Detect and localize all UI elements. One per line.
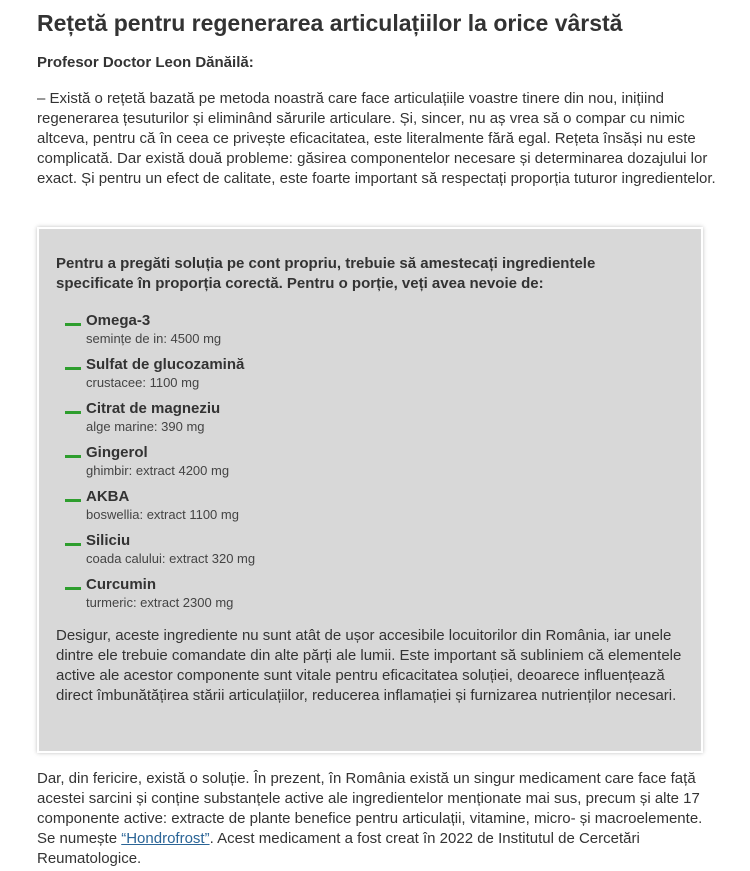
dash-icon (65, 455, 81, 458)
ingredient-name: Citrat de magneziu (86, 400, 221, 417)
ingredient-detail: ghimbir: extract 4200 mg (86, 463, 230, 478)
ingredient-name: Siliciu (86, 532, 131, 549)
ingredient-detail: alge marine: 390 mg (86, 419, 205, 434)
dash-icon (65, 499, 81, 502)
ingredient-name: AKBA (86, 488, 130, 505)
closing-text-before: Dar, din fericire, există o soluție. În prezent, în România există un singur medicament care face față acestei sarcini și conține substanțele active ale ingredientelor menționate mai sus, precum și alte 17 componente active: extracte de plante benefice pentru articulații, vitamine, micro- și macroelemente. Se numește (37, 770, 703, 847)
ingredient-name: Omega-3 (86, 312, 151, 329)
article-title: Rețetă pentru regenerarea articulațiilor la orice vârstă (37, 10, 623, 36)
ingredient-item (39, 531, 701, 575)
ingredient-detail: coada calului: extract 320 mg (86, 551, 256, 566)
ingredient-detail: boswellia: extract 1100 mg (86, 507, 239, 522)
dash-icon (65, 367, 81, 370)
dash-icon (65, 543, 81, 546)
closing-text-after: . Acest medicament a fost creat în 2022 de Institutul de Cercetări Reumatologice. (37, 830, 640, 867)
ingredient-name: Curcumin (86, 576, 157, 593)
closing-paragraph (37, 769, 717, 869)
ingredient-item (39, 311, 701, 355)
dash-icon (65, 411, 81, 414)
recipe-box (37, 227, 703, 753)
ingredient-item (39, 355, 701, 399)
recipe-outro: Desigur, aceste ingrediente nu sunt atât de ușor accesibile locuitorilor din România, iar unele dintre ele trebuie comandate din alte părți ale lumii. Este important să subliniem că elementele active ale acestor componente sunt vitale pentru eficacitatea soluției, deoarece influențează direct îmbunătățirea stării articulațiilor, reducerea inflamației și furnizarea nutrienților necesari. (56, 627, 682, 704)
ingredient-detail: turmeric: extract 2300 mg (86, 595, 234, 610)
ingredient-item (39, 575, 701, 619)
ingredient-name: Sulfat de glucozamină (86, 356, 245, 373)
ingredient-name: Gingerol (86, 444, 148, 461)
ingredient-detail: crustacee: 1100 mg (86, 375, 200, 390)
ingredient-item (39, 399, 701, 443)
recipe-lead: Pentru a pregăti soluția pe cont propriu, trebuie să amestecați ingredientele specificate în proporția corectă. Pentru o porție, veți avea nevoie de: (56, 255, 596, 292)
ingredient-detail: semințe de in: 4500 mg (86, 331, 222, 346)
product-link[interactable]: “Hondrofrost” (121, 830, 210, 847)
dash-icon (65, 587, 81, 590)
ingredient-item (39, 443, 701, 487)
intro-paragraph: – Există o rețetă bazată pe metoda noastră care face articulațiile voastre tinere din nou, inițiind regenerarea țesuturilor și eliminând sărurile articulare. Și, sincer, nu aș vrea să o compar cu nimic altceva, pentru că în ceea ce privește eficacitatea, este literalmente fără egal. Rețeta însăși nu este complicată. Dar există două probleme: găsirea componentelor necesare și determinarea dozajului lor exact. Și pentru un efect de calitate, este foarte important să respectați proporția tuturor ingredientelor. (37, 90, 716, 187)
ingredient-item (39, 487, 701, 531)
dash-icon (65, 323, 81, 326)
author-name: Profesor Doctor Leon Dănăilă: (37, 54, 254, 71)
